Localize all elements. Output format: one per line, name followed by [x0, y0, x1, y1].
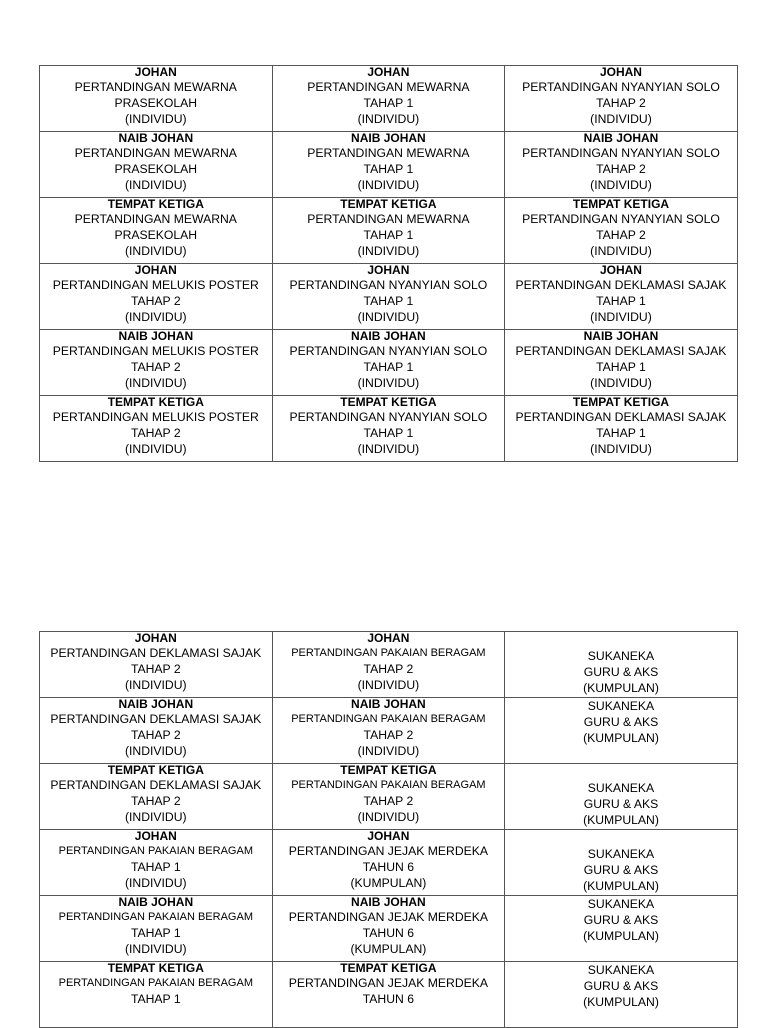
cell-category: (INDIVIDU): [124, 244, 187, 259]
cell-event: PERTANDINGAN JEJAK MERDEKA: [288, 910, 489, 924]
cell-event: PERTANDINGAN MEWARNA: [74, 212, 237, 226]
award-cell: [272, 896, 505, 962]
cell-level: TAHUN 6: [362, 860, 415, 875]
cell-category: (INDIVIDU): [124, 876, 187, 891]
award-cell: [505, 962, 738, 1028]
cell-rank: NAIB JOHAN: [118, 329, 194, 343]
cell-event: PERTANDINGAN DEKLAMASI SAJAK: [50, 712, 262, 726]
cell-rank: JOHAN: [134, 829, 177, 843]
award-cell: [272, 396, 505, 462]
award-cell: [40, 132, 273, 198]
cell-level: TAHAP 1: [363, 162, 414, 177]
cell-level: TAHAP 2: [596, 162, 646, 177]
cell-level: PRASEKOLAH: [114, 96, 198, 111]
cell-rank: NAIB JOHAN: [351, 329, 426, 343]
award-cell: [40, 764, 273, 830]
award-cell: [272, 698, 505, 764]
cell-category: (INDIVIDU): [590, 244, 652, 259]
cell-category: (KUMPULAN): [583, 929, 659, 944]
cell-rank: TEMPAT KETIGA: [340, 395, 437, 409]
cell-level: TAHAP 1: [130, 926, 181, 941]
award-cell: [40, 830, 273, 896]
cell-category: (KUMPULAN): [350, 942, 427, 957]
cell-level: TAHAP 1: [363, 228, 414, 243]
cell-event: PERTANDINGAN PAKAIAN BERAGAM: [291, 647, 486, 659]
cell-category: (INDIVIDU): [590, 112, 652, 127]
award-table-2-body: [40, 632, 738, 1028]
cell-event: PERTANDINGAN NYANYIAN SOLO: [289, 410, 488, 424]
cell-category: (INDIVIDU): [124, 744, 187, 759]
award-cell: [40, 66, 273, 132]
cell-level: TAHAP 1: [363, 96, 414, 111]
award-cell: [505, 330, 738, 396]
cell-rank: JOHAN: [367, 829, 410, 843]
cell-rank: TEMPAT KETIGA: [107, 395, 204, 409]
cell-category: (INDIVIDU): [357, 442, 420, 457]
cell-category: (INDIVIDU): [124, 178, 187, 193]
cell-level: GURU & AKS: [583, 715, 659, 730]
cell-event: SUKANEKA: [587, 897, 655, 911]
cell-spacer: [505, 632, 737, 648]
cell-event: PERTANDINGAN PAKAIAN BERAGAM: [58, 977, 253, 989]
cell-event: PERTANDINGAN PAKAIAN BERAGAM: [291, 713, 486, 725]
award-table-2: [39, 631, 738, 1028]
cell-category: (INDIVIDU): [357, 310, 420, 325]
cell-rank: JOHAN: [599, 65, 642, 79]
cell-level: PRASEKOLAH: [114, 162, 198, 177]
cell-rank: TEMPAT KETIGA: [340, 961, 437, 975]
cell-rank: JOHAN: [367, 65, 410, 79]
cell-level: GURU & AKS: [583, 863, 659, 878]
award-cell: [272, 66, 505, 132]
cell-rank: NAIB JOHAN: [351, 131, 426, 145]
cell-rank: JOHAN: [134, 263, 177, 277]
award-cell: [272, 264, 505, 330]
cell-event: SUKANEKA: [587, 781, 655, 795]
cell-rank: JOHAN: [599, 263, 642, 277]
cell-event: PERTANDINGAN DEKLAMASI SAJAK: [50, 778, 262, 792]
table-row: [40, 962, 738, 1028]
cell-rank: JOHAN: [134, 65, 177, 79]
award-table-1-body: [40, 66, 738, 462]
cell-rank: TEMPAT KETIGA: [340, 763, 437, 777]
cell-level: TAHAP 2: [596, 228, 646, 243]
cell-event: PERTANDINGAN NYANYIAN SOLO: [289, 344, 488, 358]
cell-category: (INDIVIDU): [124, 810, 187, 825]
award-cell: [40, 962, 273, 1028]
cell-category: (KUMPULAN): [350, 876, 427, 891]
cell-category: (KUMPULAN): [583, 731, 659, 746]
cell-rank: NAIB JOHAN: [118, 131, 194, 145]
cell-event: PERTANDINGAN MEWARNA: [307, 212, 470, 226]
table-row: [40, 830, 738, 896]
award-cell: [40, 264, 273, 330]
cell-level: TAHUN 6: [362, 926, 415, 941]
cell-category: (KUMPULAN): [583, 813, 659, 828]
cell-event: PERTANDINGAN PAKAIAN BERAGAM: [58, 845, 253, 857]
cell-level: TAHAP 1: [596, 360, 646, 375]
cell-rank: NAIB JOHAN: [351, 895, 426, 909]
cell-level: TAHAP 1: [130, 860, 181, 875]
cell-level: TAHAP 1: [363, 360, 414, 375]
cell-level: TAHAP 2: [130, 728, 181, 743]
table-row: [40, 264, 738, 330]
award-cell: [272, 632, 505, 698]
cell-level: TAHAP 1: [130, 992, 181, 1007]
cell-event: PERTANDINGAN DEKLAMASI SAJAK: [515, 344, 727, 358]
cell-rank: NAIB JOHAN: [583, 131, 659, 145]
award-cell: [40, 698, 273, 764]
cell-category: (INDIVIDU): [357, 678, 420, 693]
cell-rank: TEMPAT KETIGA: [107, 197, 204, 211]
award-cell: [505, 764, 738, 830]
table-row: [40, 698, 738, 764]
cell-rank: TEMPAT KETIGA: [107, 763, 204, 777]
cell-level: TAHAP 2: [130, 294, 181, 309]
cell-level: TAHUN 6: [362, 992, 415, 1007]
cell-category: (INDIVIDU): [357, 112, 420, 127]
cell-category: (INDIVIDU): [124, 442, 187, 457]
cell-rank: NAIB JOHAN: [118, 697, 194, 711]
cell-level: TAHAP 2: [130, 794, 181, 809]
table-row: [40, 330, 738, 396]
cell-event: PERTANDINGAN MEWARNA: [307, 80, 470, 94]
award-cell: [505, 896, 738, 962]
cell-category: (INDIVIDU): [357, 376, 420, 391]
table-row: [40, 764, 738, 830]
cell-level: TAHAP 1: [363, 294, 414, 309]
cell-category: (INDIVIDU): [357, 244, 420, 259]
cell-level: TAHAP 2: [596, 96, 646, 111]
cell-level: TAHAP 1: [363, 426, 414, 441]
award-cell: [505, 66, 738, 132]
cell-event: PERTANDINGAN MELUKIS POSTER: [52, 278, 259, 292]
award-cell: [505, 264, 738, 330]
table-row: [40, 132, 738, 198]
cell-rank: TEMPAT KETIGA: [572, 395, 670, 409]
cell-spacer: [505, 830, 737, 846]
cell-category: (INDIVIDU): [124, 376, 187, 391]
cell-event: SUKANEKA: [587, 699, 655, 713]
award-table-1: [39, 65, 738, 462]
award-cell: [272, 132, 505, 198]
award-cell: [272, 764, 505, 830]
cell-rank: TEMPAT KETIGA: [572, 197, 670, 211]
cell-rank: NAIB JOHAN: [118, 895, 194, 909]
table-row: [40, 896, 738, 962]
cell-event: PERTANDINGAN PAKAIAN BERAGAM: [58, 911, 253, 923]
cell-category: (INDIVIDU): [124, 942, 187, 957]
cell-event: PERTANDINGAN JEJAK MERDEKA: [288, 844, 489, 858]
table-row: [40, 198, 738, 264]
cell-category: (INDIVIDU): [124, 112, 187, 127]
cell-event: PERTANDINGAN DEKLAMASI SAJAK: [50, 646, 262, 660]
cell-event: SUKANEKA: [587, 847, 655, 861]
cell-event: SUKANEKA: [587, 649, 655, 663]
cell-category: (INDIVIDU): [357, 810, 420, 825]
cell-event: PERTANDINGAN NYANYIAN SOLO: [522, 212, 720, 226]
cell-level: TAHAP 2: [363, 662, 414, 677]
table-row: [40, 632, 738, 698]
cell-level: TAHAP 1: [596, 294, 646, 309]
cell-category: (INDIVIDU): [590, 178, 652, 193]
award-cell: [505, 698, 738, 764]
cell-event: PERTANDINGAN DEKLAMASI SAJAK: [515, 278, 727, 292]
award-cell: [505, 132, 738, 198]
cell-level: TAHAP 2: [363, 794, 414, 809]
cell-event: PERTANDINGAN PAKAIAN BERAGAM: [291, 779, 486, 791]
cell-event: PERTANDINGAN MEWARNA: [74, 146, 237, 160]
cell-event: PERTANDINGAN MEWARNA: [74, 80, 237, 94]
cell-level: TAHAP 2: [363, 728, 414, 743]
award-cell: [40, 396, 273, 462]
cell-level: TAHAP 1: [596, 426, 646, 441]
cell-level: GURU & AKS: [583, 797, 659, 812]
cell-rank: TEMPAT KETIGA: [340, 197, 437, 211]
cell-event: SUKANEKA: [587, 963, 655, 977]
cell-category: (INDIVIDU): [124, 310, 187, 325]
cell-category: (INDIVIDU): [357, 744, 420, 759]
cell-level: TAHAP 2: [130, 426, 181, 441]
cell-category: (INDIVIDU): [590, 376, 652, 391]
award-cell: [272, 198, 505, 264]
cell-category: (KUMPULAN): [583, 879, 659, 894]
cell-category: (INDIVIDU): [124, 678, 187, 693]
cell-event: PERTANDINGAN NYANYIAN SOLO: [289, 278, 488, 292]
cell-event: PERTANDINGAN DEKLAMASI SAJAK: [515, 410, 727, 424]
table-row: [40, 396, 738, 462]
cell-event: PERTANDINGAN NYANYIAN SOLO: [522, 80, 720, 94]
award-cell: [272, 830, 505, 896]
cell-level: TAHAP 2: [130, 360, 181, 375]
award-cell: [40, 330, 273, 396]
cell-category: (INDIVIDU): [357, 178, 420, 193]
cell-level: GURU & AKS: [583, 979, 659, 994]
table-row: [40, 66, 738, 132]
cell-rank: JOHAN: [367, 263, 410, 277]
cell-category: (INDIVIDU): [590, 310, 652, 325]
cell-rank: TEMPAT KETIGA: [107, 961, 204, 975]
cell-category: (KUMPULAN): [583, 995, 659, 1010]
cell-rank: NAIB JOHAN: [351, 697, 426, 711]
award-cell: [40, 896, 273, 962]
cell-event: PERTANDINGAN MELUKIS POSTER: [52, 344, 259, 358]
award-cell: [505, 830, 738, 896]
cell-rank: JOHAN: [134, 631, 177, 645]
cell-level: GURU & AKS: [583, 913, 659, 928]
award-cell: [272, 962, 505, 1028]
cell-event: PERTANDINGAN JEJAK MERDEKA: [288, 976, 489, 990]
cell-spacer: [505, 764, 737, 780]
cell-level: TAHAP 2: [130, 662, 181, 677]
cell-event: PERTANDINGAN NYANYIAN SOLO: [522, 146, 720, 160]
award-cell: [505, 396, 738, 462]
award-cell: [40, 198, 273, 264]
cell-category: (INDIVIDU): [590, 442, 652, 457]
cell-rank: JOHAN: [367, 631, 410, 645]
award-cell: [40, 632, 273, 698]
cell-category: (KUMPULAN): [583, 681, 659, 696]
cell-event: PERTANDINGAN MEWARNA: [307, 146, 470, 160]
award-cell: [505, 632, 738, 698]
cell-level: PRASEKOLAH: [114, 228, 198, 243]
cell-level: GURU & AKS: [583, 665, 659, 680]
cell-rank: NAIB JOHAN: [583, 329, 659, 343]
cell-event: PERTANDINGAN MELUKIS POSTER: [52, 410, 259, 424]
award-cell: [272, 330, 505, 396]
award-cell: [505, 198, 738, 264]
